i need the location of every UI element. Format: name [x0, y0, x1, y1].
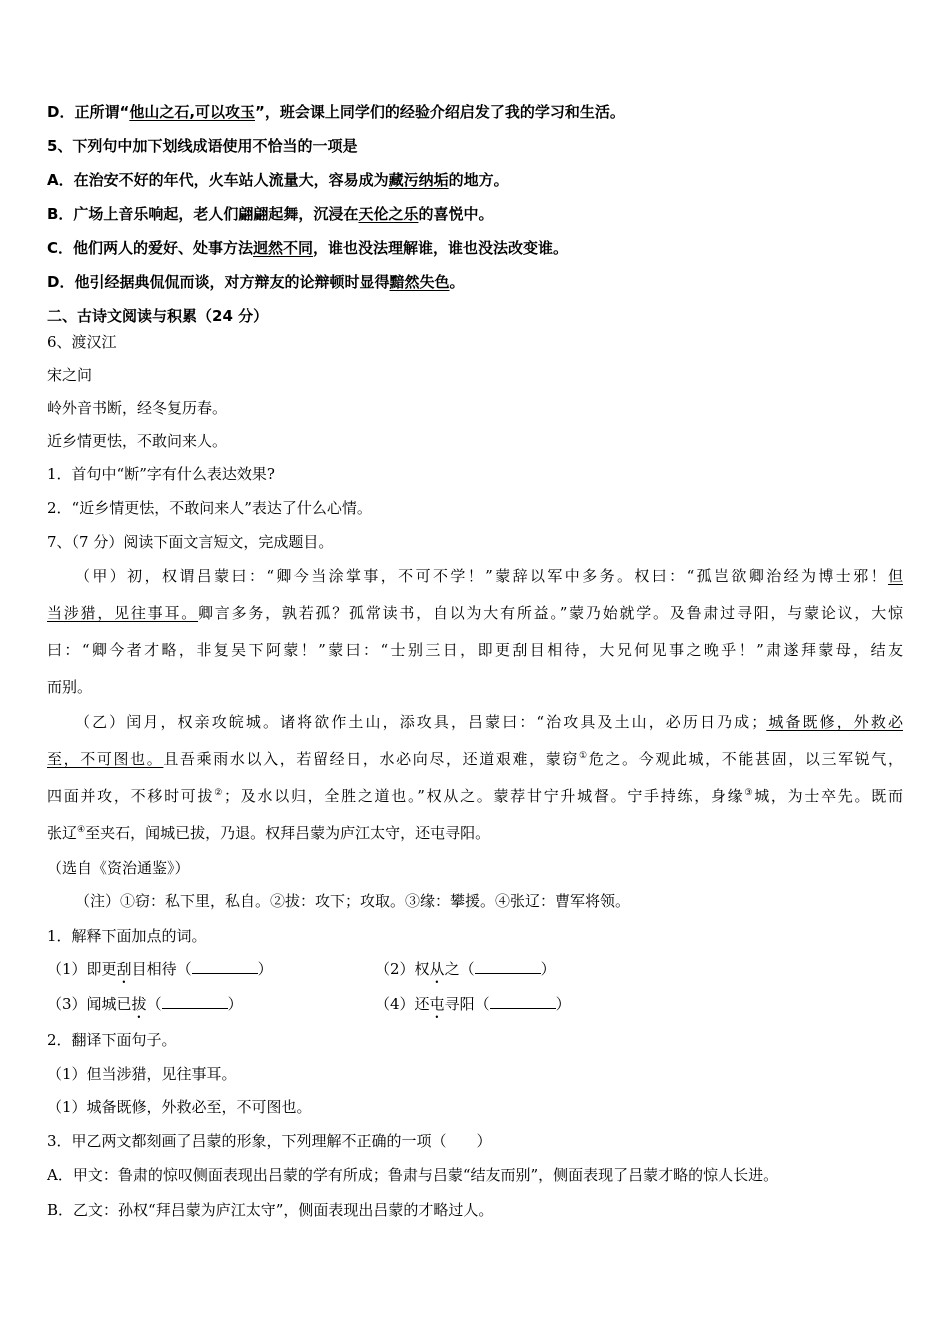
q5-option-a: A．在治安不好的年代，火车站人流量大，容易成为藏污纳垢的地方。: [47, 171, 509, 189]
passage-yi-line-1: （乙）闰月，权亲攻皖城。诸将欲作土山，添攻具，吕蒙曰：“治攻具及土山，必历日乃成；城备既修，外救必: [75, 713, 903, 731]
answer-blank-4[interactable]: [490, 994, 556, 1009]
q7-sub-2-stem: 2．翻译下面句子。: [47, 1031, 177, 1049]
section-2-title: 二、古诗文阅读与积累（24 分）: [47, 307, 269, 325]
q7-sub-3-option-a: A．甲文：鲁肃的惊叹侧面表现出吕蒙的学有所成；鲁肃与吕蒙“结友而别”，侧面表现了吕蒙才略的惊人长进。: [47, 1166, 779, 1184]
q7-sub-1-stem: 1．解释下面加点的词。: [47, 927, 207, 945]
poem-line-2: 近乡情更怯，不敢问来人。: [47, 432, 228, 450]
q7-sub-1-row-1: [47, 958, 903, 987]
answer-blank-2[interactable]: [475, 959, 541, 974]
q7-sub-3-stem: 3．甲乙两文都刻画了吕蒙的形象，下列理解不正确的一项（ ）: [47, 1132, 492, 1150]
passage-source: （选自《资治通鉴》）: [47, 859, 190, 877]
passage-yi-line-2: 至，不可图也。且吾乘雨水以入，若留经日，水必向尽，还道艰难，蒙窃①危之。今观此城，不能甚固，以三军锐气，: [47, 750, 903, 768]
poem-line-1: 岭外音书断，经冬复历春。: [47, 399, 228, 417]
passage-yi-line-3: 四面并攻，不移时可拔②；及水以归，全胜之道也。”权从之。蒙荐甘宁升城督。宁手持练，身缘③城，为士卒先。既而: [47, 787, 903, 805]
vocab-item-2: （2）权从之（ ）: [375, 960, 556, 978]
answer-blank-1[interactable]: [192, 959, 258, 974]
passage-yi-line-4: 张辽④至夹石，闻城已拔，乃退。权拜吕蒙为庐江太守，还屯寻阳。: [47, 824, 491, 842]
passage-jia-line-4: 而别。: [47, 678, 93, 696]
passage-notes: （注）①窃：私下里，私自。②拔：攻下；攻取。③缘：攀援。④张辽：曹军将领。: [75, 892, 631, 910]
q6-sub-1: 1．首句中“断”字有什么表达效果?: [47, 465, 275, 483]
passage-jia-line-3: 曰：“卿今者才略，非复吴下阿蒙！”蒙曰：“士别三日，即更刮目相待，大兄何见事之晚乎！”肃遂拜蒙母，结友: [47, 641, 903, 659]
vocab-item-4: （4）还屯寻阳（ ）: [375, 995, 571, 1013]
vocab-item-1: （1）即更刮目相待（ ）: [47, 960, 273, 978]
translate-item-2: （1）城备既修，外救必至，不可图也。: [47, 1098, 312, 1116]
q4-option-d: D．正所谓“他山之石,可以攻玉”，班会课上同学们的经验介绍启发了我的学习和生活。: [47, 103, 625, 121]
answer-blank-3[interactable]: [162, 994, 228, 1009]
q5-option-c: C．他们两人的爱好、处事方法迥然不同，谁也没法理解谁，谁也没法改变谁。: [47, 239, 569, 257]
poem-author: 宋之问: [47, 366, 93, 384]
passage-jia-line-1: （甲）初，权谓吕蒙曰：“卿今当涂掌事，不可不学！”蒙辞以军中多务。权曰：“孤岂欲卿治经为博士邪！但: [75, 567, 903, 585]
passage-jia-line-2: 当涉猎，见往事耳。卿言多务，孰若孤？孤常读书，自以为大有所益。”蒙乃始就学。及鲁肃过寻阳，与蒙论议，大惊: [47, 604, 903, 622]
q5-stem: 5、下列句中加下划线成语使用不恰当的一项是: [47, 137, 358, 155]
q5-option-b: B．广场上音乐响起，老人们翩翩起舞，沉浸在天伦之乐的喜悦中。: [47, 205, 494, 223]
q7-stem: 7、（7 分）阅读下面文言短文，完成题目。: [47, 533, 334, 551]
q6-sub-2: 2．“近乡情更怯，不敢问来人”表达了什么心情。: [47, 499, 372, 517]
translate-item-1: （1）但当涉猎，见往事耳。: [47, 1065, 237, 1083]
q6-title: 6、渡汉江: [47, 333, 117, 351]
q5-option-d: D．他引经据典侃侃而谈，对方辩友的论辩顿时显得黯然失色。: [47, 273, 465, 291]
vocab-item-3: （3）闻城已拔（ ）: [47, 995, 243, 1013]
q7-sub-3-option-b: B．乙文：孙权“拜吕蒙为庐江太守”，侧面表现出吕蒙的才略过人。: [47, 1201, 494, 1219]
q7-sub-1-row-2: [47, 993, 903, 1022]
